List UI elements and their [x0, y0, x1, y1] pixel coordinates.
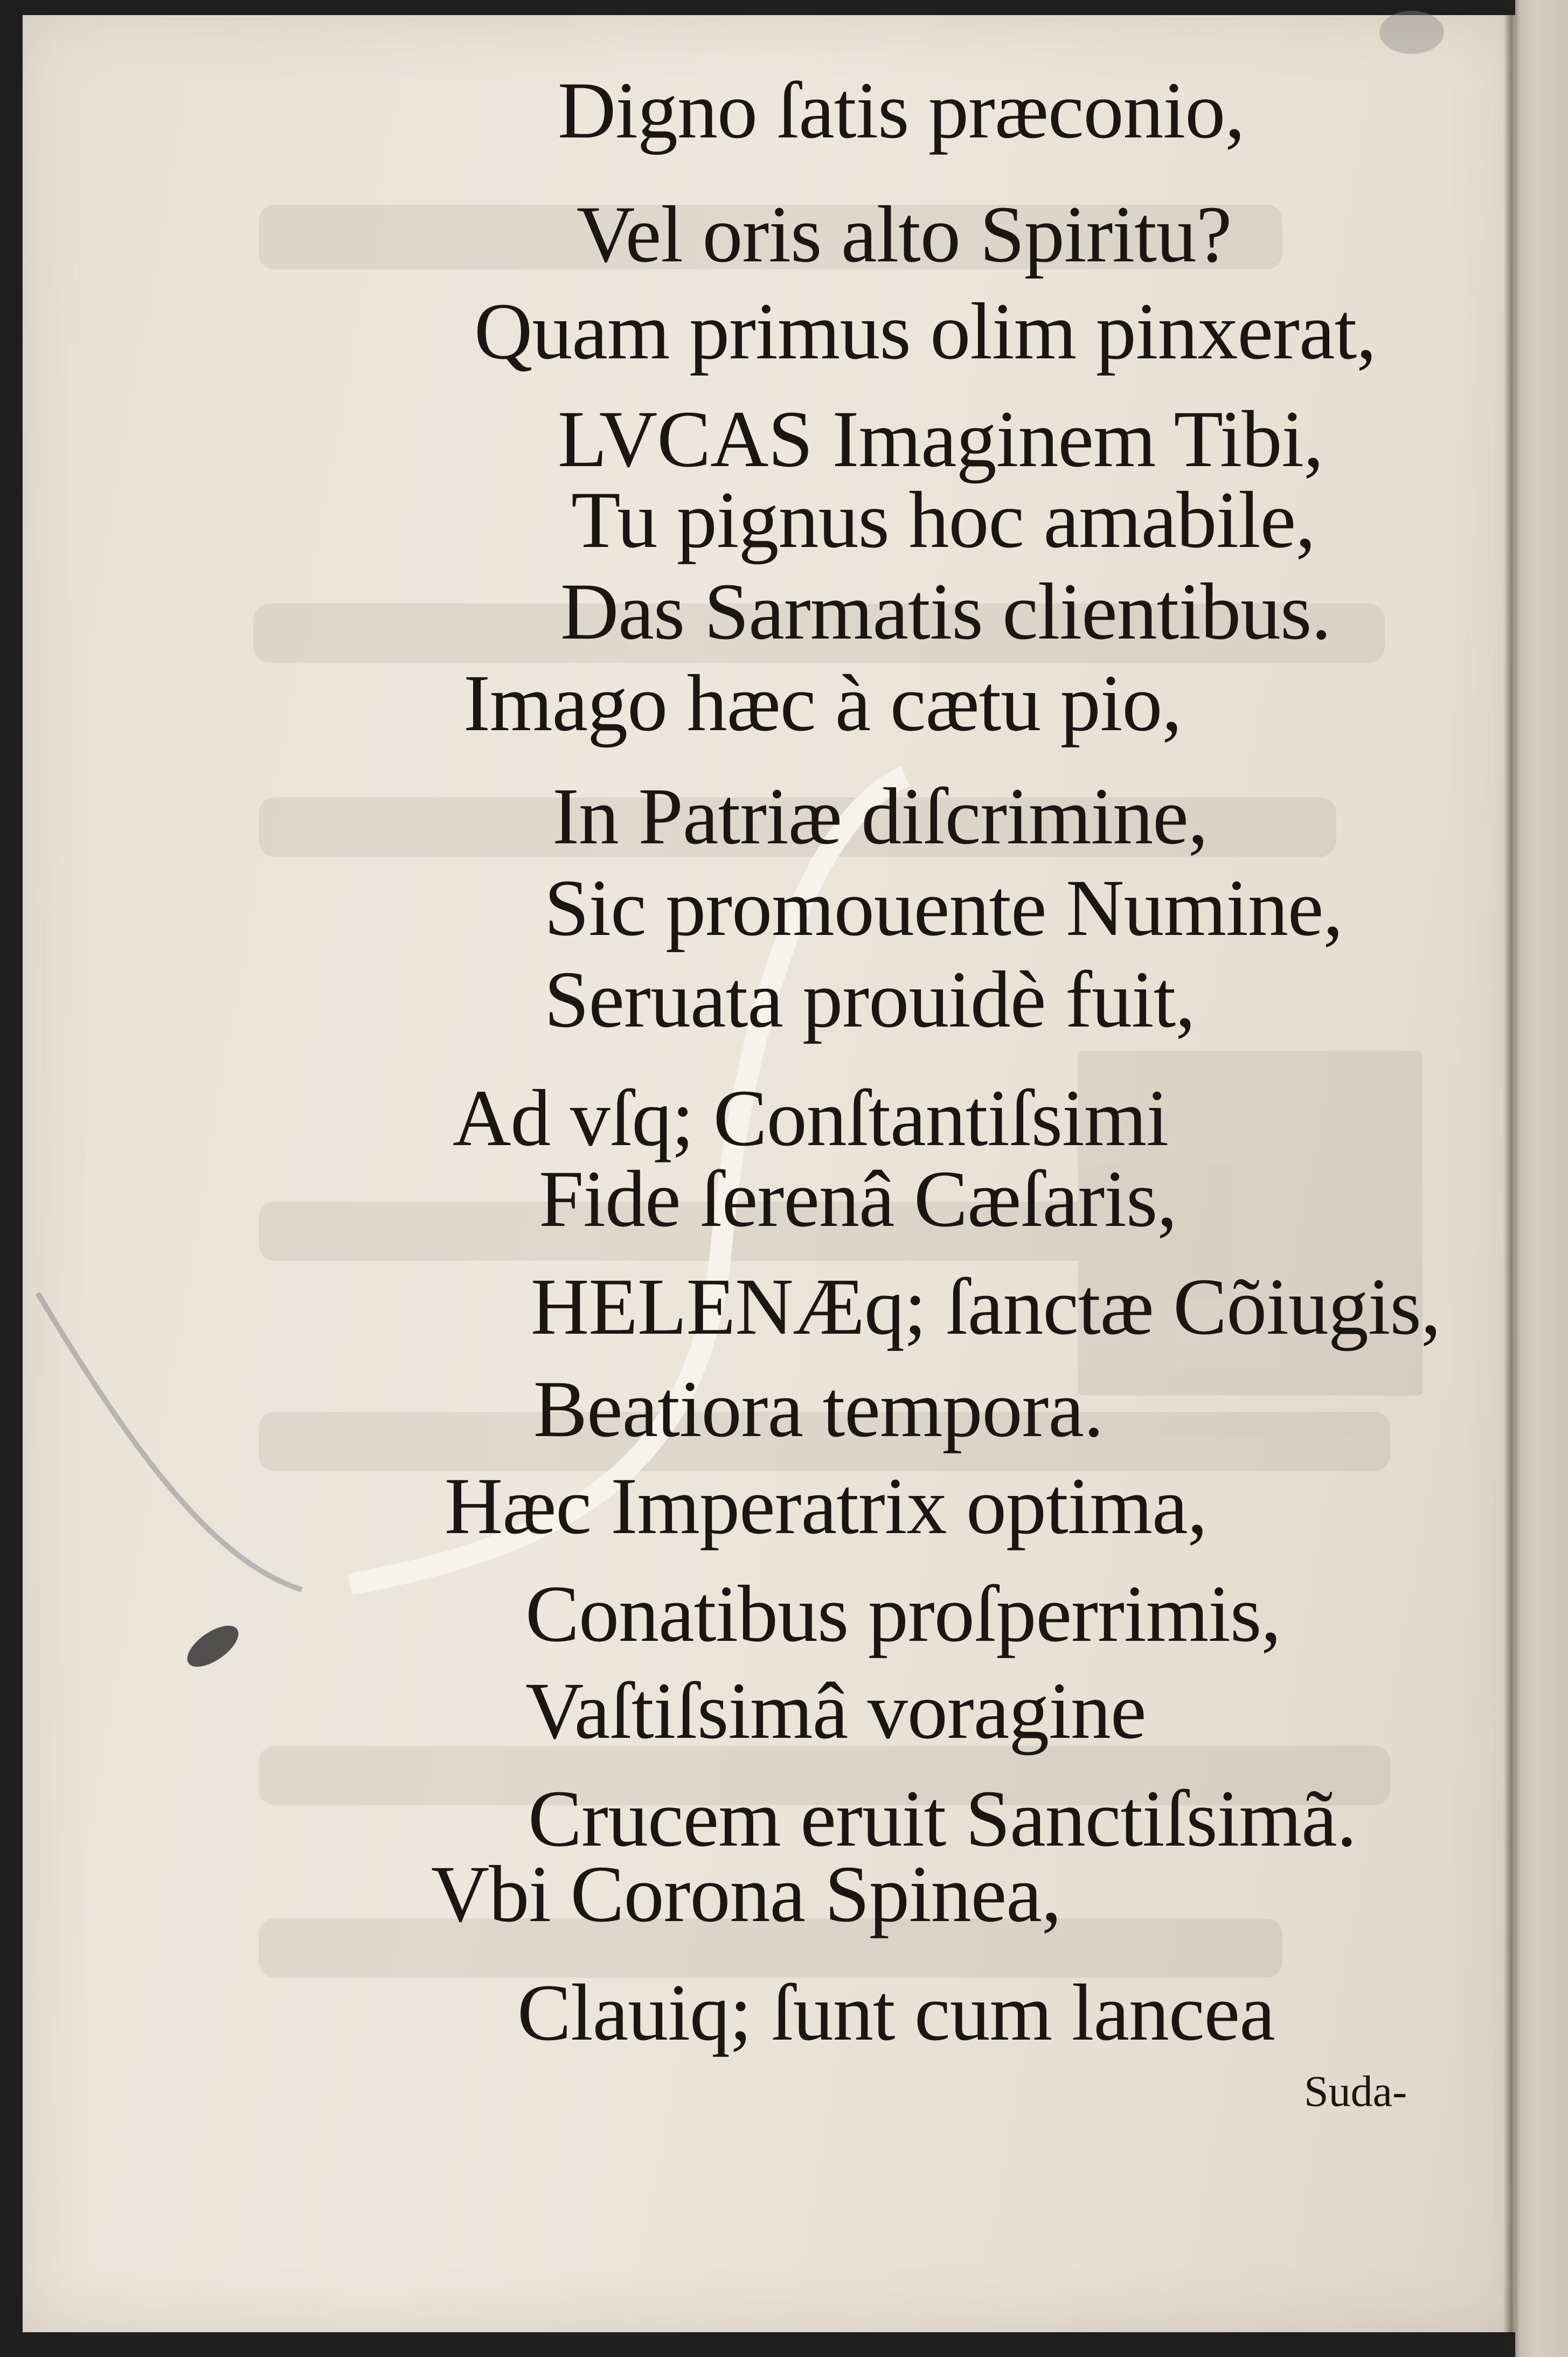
verse-line-6: Das Sarmatis clientibus.: [560, 567, 1331, 656]
verse-line-20: Clauiq; ſunt cum lancea: [517, 1968, 1275, 2057]
verse-line-9: Sic promouente Numine,: [544, 863, 1343, 953]
verse-line-8: In Patriæ diſcrimine,: [552, 772, 1208, 861]
verse-line-13: HELENÆq; ſanctæ Cõiugis,: [531, 1262, 1441, 1351]
verse-line-12: Fide ſerenâ Cæſaris,: [539, 1154, 1177, 1244]
verse-line-14: Beatiora tempora.: [533, 1364, 1104, 1454]
verse-line-19: Vbi Corona Spinea,: [431, 1849, 1061, 1939]
catchword: Suda-: [1304, 2067, 1407, 2116]
facing-page-edge: [1515, 0, 1568, 2357]
page-gutter-shadow: [1503, 0, 1520, 2357]
verse-line-1: Digno ſatis præconio,: [558, 66, 1245, 155]
verse-line-16: Conatibus proſperrimis,: [525, 1569, 1281, 1659]
verse-line-4: LVCAS Imaginem Tibi,: [558, 394, 1323, 484]
verse-line-10: Seruata prouidè fuit,: [544, 955, 1195, 1044]
verse-line-3: Quam primus olim pinxerat,: [474, 287, 1376, 376]
verse-line-2: Vel oris alto Spiritu?: [577, 190, 1232, 279]
verse-line-7: Imago hæc à cætu pio,: [463, 658, 1182, 748]
verse-line-11: Ad vſq; Conſtantiſsimi: [453, 1073, 1169, 1163]
verse-line-18: Crucem eruit Sanctiſsimã.: [528, 1774, 1357, 1863]
verse-line-15: Hæc Imperatrix optima,: [445, 1461, 1208, 1551]
verse-line-5: Tu pignus hoc amabile,: [571, 475, 1315, 565]
verse-line-17: Vaſtiſsimâ voragine: [525, 1666, 1146, 1756]
